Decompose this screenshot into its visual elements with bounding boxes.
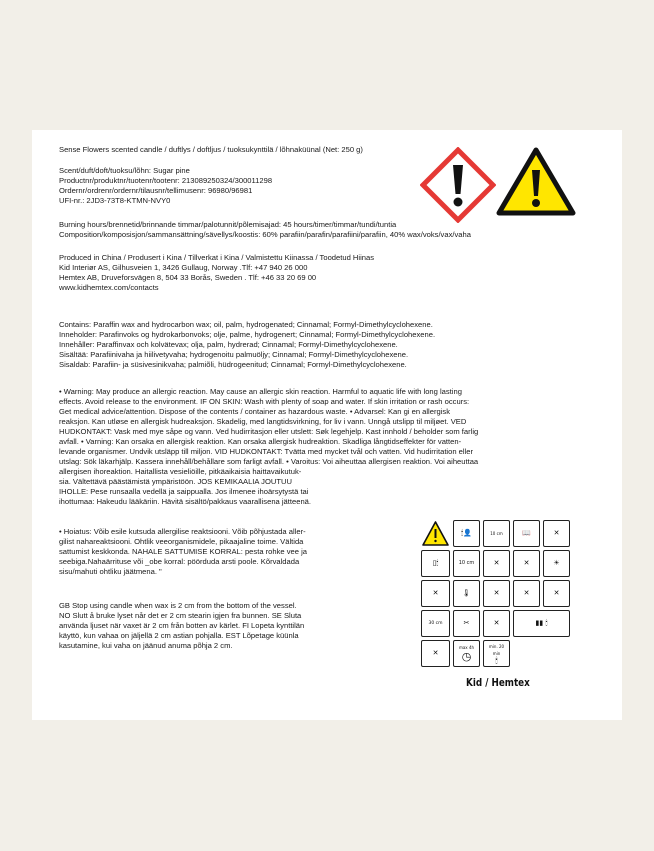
hemtex-address: Hemtex AB, Druveforsvägen 8, 504 33 Borås, Sweden . Tlf: +46 33 20 69 00 — [59, 273, 317, 282]
contains-line: Sisältää: Parafiinivaha ja hiilivetyvaha; hydrogenoitu palmuöljy; Cinnamal; Formyl-Dimethylcyclohexene. — [59, 350, 409, 359]
no-draft-icon: ▯🕯 — [421, 550, 450, 577]
contains-line: Contains: Paraffin wax and hydrocarbon wax; oil, palm, hydrogenated; Cinnamal; Formyl-Dimethylcyclohexene. — [59, 320, 433, 329]
overhead-clearance-icon: 30 cm — [421, 610, 450, 637]
no-heat-source-icon: ☀ — [543, 550, 570, 577]
kid-address: Kid Interiør AS, Gilhusveien 1, 3426 Gullaug, Norway .Tlf: +47 940 26 000 — [59, 263, 308, 272]
stop-use-line: GB Stop using candle when wax is 2 cm from the bottom of the vessel. — [59, 601, 297, 610]
no-shelf-icon: ✕ — [513, 550, 540, 577]
warning-line: • Hoiatus: Võib esile kutsuda allergilise reaktsiooni. Võib põhjustada aller- — [59, 527, 306, 536]
warning-line: IHOLLE: Pese runsaalla vedellä ja saippualla. Jos ilmenee ihoärsytystä tai — [59, 487, 309, 496]
warning-line: effects. Avoid release to the environment. IF ON SKIN: Wash with plenty of soap and water. If skin irritation or rash occurs: — [59, 397, 470, 406]
no-unattended-icon: ✕ — [543, 520, 570, 547]
no-flammable-objects-icon: 📖 — [513, 520, 540, 547]
burning-hours: Burning hours/brennetid/brinnande timmar/palotunnit/põlemisajad: 45 hours/timer/timmar/tundi/tuntia — [59, 220, 397, 229]
produced-in: Produced in China / Produsert i Kina / Tillverkat i Kina / Valmistettu Kiinassa / Toodetud Hiinas — [59, 253, 375, 262]
warning-line: sia. Vältettävä päästämistä ympäristöön. JOS KEMIKAALIA JOUTUU — [59, 477, 292, 486]
no-pets-icon: ✕ — [483, 550, 510, 577]
product-number: Productnr/produktnr/tuotenr/tootenr: 213089250324/300011298 — [59, 176, 273, 185]
no-draft-fan-icon: ✕ — [421, 580, 450, 607]
warning-line: HUDKONTAKT: Vask med mye såpe og vann. Ved hudirritasjon eller utslett: Søk legehjelp. Kast innhold / beholder som farlig — [59, 427, 479, 436]
safety-pictogram-grid — [421, 520, 581, 670]
contains-line: Innehåller: Paraffinvax och kolvätevax; olja, palm, hydrerad; Cinnamal; Formyl-Dimethylcyclohexene. — [59, 340, 398, 349]
stop-use-line: kasutamine, kui vaha on jäänud anuma põhja 2 cm. — [59, 641, 233, 650]
warning-line: avfall. • Varning: Kan orsaka en allergisk reaktion. Kan orsaka allergisk hudreaktion. Skadliga långtidseffekter för vatten- — [59, 437, 462, 446]
warning-line: sisu/mahuti ohtliku jäätmena. " — [59, 567, 162, 576]
contains-line: Inneholder: Parafinvoks og hydrokarbonvoks; olje, palme, hydrogenert; Cinnamal; Formyl-Dimethylcyclohexene. — [59, 330, 436, 339]
keep-from-children-icon: 🕯👤 — [453, 520, 480, 547]
order-number: Ordernr/ordrenr/ordernr/tilausnr/tellimusenr: 96980/96981 — [59, 186, 253, 195]
picto-row — [421, 520, 581, 547]
warning-line: ihottumaa: Hakeudu lääkäriin. Hävitä sisältö/pakkaus vaarallisena jätteenä. — [59, 497, 312, 506]
brand-label: Kid / Hemtex — [466, 676, 530, 689]
stop-use-line: använda ljuset när vaxet är 2 cm från botten av kärlet. FI Lopeta kynttilän — [59, 621, 305, 630]
picto-row — [421, 550, 581, 577]
candle-distance-icon: 10 cm — [453, 550, 480, 577]
product-title: Sense Flowers scented candle / duftlys / doftljus / tuoksukynttilä / lõhnaküünal (Net: 250 g) — [59, 145, 363, 154]
composition: Composition/komposisjon/sammansättning/sävellys/koostis: 60% parafiin/parafin/parafiini/parafiin, 40% wax/voks/vax/vaha — [59, 230, 471, 239]
stop-use-line: NO Slutt å bruke lyset når det er 2 cm stearin igjen fra bunnen. SE Sluta — [59, 611, 302, 620]
website-link[interactable]: www.kidhemtex.com/contacts — [59, 283, 159, 292]
warning-line: gilist nahareaktsiooni. Ohtlik veeorganismidele, pikaajaline toime. Vältida — [59, 537, 304, 546]
no-heat-source-2-icon: 🌡 — [453, 580, 480, 607]
warning-line: seebiga.Nahaärrituse või _obe korral: pöörduda arsti poole. Kõrvaldada — [59, 557, 300, 566]
no-child-touch-icon: ✕ — [483, 610, 510, 637]
stop-use-line: käyttö, kun vahaa on jäljellä 2 cm astian pohjalla. EST Lõpetage küünla — [59, 631, 299, 640]
warning-line: • Warning: May produce an allergic reaction. May cause an allergic skin reaction. Harmful to aquatic life with long lasting — [59, 387, 462, 396]
warning-line: reaksjon. Kan utløse en allergisk hudreaksjon. Skadelig, med langtidsvirkning, for liv i vann. Unngå utslipp til miljøet. VED — [59, 417, 467, 426]
small-warning-triangle-icon — [421, 520, 450, 547]
contains-line: Sisaldab: Parafiin- ja süsivesinikvaha; palmiõli, hüdrogeenitud; Cinnamal; Formyl-Dimethylcyclohexene. — [59, 360, 407, 369]
picto-row — [421, 580, 581, 607]
ufi-number: UFI-nr.: 2JD3-73T8-KTMN-NVY0 — [59, 196, 171, 205]
no-curtain-icon: ▮▮ 🕯 — [513, 610, 570, 637]
picto-row — [421, 640, 581, 667]
no-water-extinguish-icon: ✕ — [543, 580, 570, 607]
warning-triangle-icon — [496, 146, 576, 216]
warning-line: levande organismer. Undvik utsläpp till miljon. VID HUDKONTAKT: Tvätta med mycket tvål och vatten. Vid hudirritation eller — [59, 447, 474, 456]
picto-row — [421, 610, 581, 637]
max-burn-time-icon: max 4h ◷ — [453, 640, 480, 667]
warning-line: Get medical advice/attention. Dispose of the contents / container as hazardous waste. • Advarsel: Kan gi en allergisk — [59, 407, 450, 416]
warning-line: utslag: Sök läkarhjälp. Kassera innehåll/behållare som farligt avfall. • Varoitus: Voi aiheuttaa allergisen reaktion. Voi aiheuttaa — [59, 457, 479, 466]
no-blowing-icon: ✕ — [421, 640, 450, 667]
min-burn-time-icon: min. 20 min 🕯 — [483, 640, 510, 667]
no-move-lit-icon: ✕ — [483, 580, 510, 607]
scent-line: Scent/duft/doft/tuoksu/lõhn: Sugar pine — [59, 166, 190, 175]
warning-line: allergisen ihoreaktion. Haitallista vesieliöille, pitkäaikaisia haittavaikutuk- — [59, 467, 302, 476]
trim-wick-scissors-icon: ✂ — [453, 610, 480, 637]
warning-line: sattumist keskkonda. NAHALE SATTUMISE KORRAL: pesta rohke vee ja — [59, 547, 308, 556]
ghs-exclamation-icon — [420, 147, 496, 223]
no-touching-icon: ✕ — [513, 580, 540, 607]
trim-wick-icon: 10 cm — [483, 520, 510, 547]
